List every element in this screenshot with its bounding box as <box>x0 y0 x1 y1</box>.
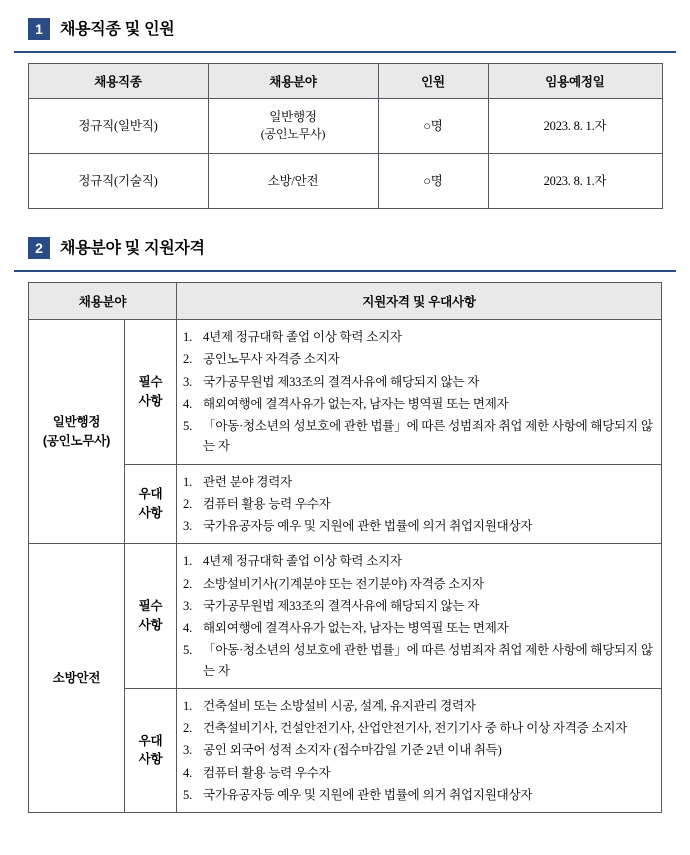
list-item-number: 2. <box>183 352 192 367</box>
requirement-list <box>183 326 655 458</box>
list-item <box>183 695 655 717</box>
cell-field-main: 소방/안전 <box>267 173 319 188</box>
cell-job: 정규직(기술직) <box>28 154 208 209</box>
section-2-header <box>28 235 676 260</box>
cell-requirements-2 <box>177 544 662 689</box>
list-item-number: 5. <box>183 419 192 433</box>
requirement-list <box>183 550 655 682</box>
list-item-text: 국가공무원법 제33조의 결격사유에 해당되지 않는 자 <box>203 598 480 613</box>
list-item-number: 3. <box>183 374 192 389</box>
table-row <box>29 544 662 689</box>
list-item-text: 국가유공자등 예우 및 지원에 관한 법률에 의거 취업지원대상자 <box>203 787 533 802</box>
list-item-text: 「아동·청소년의 성보호에 관한 법률」에 따른 성범죄자 취업 제한 사항에 해당되지 않는 자 <box>203 419 653 454</box>
cell-requirements-1 <box>177 320 662 465</box>
table-row <box>28 154 662 209</box>
qualifications-table <box>28 282 662 813</box>
list-item-text: 「아동·청소년의 성보호에 관한 법률」에 따른 성범죄자 취업 제한 사항에 해당되지 않는 자 <box>203 643 653 678</box>
cell-preferred-1 <box>177 464 662 544</box>
table-row <box>29 320 662 465</box>
cell-kind-preferred-1 <box>125 464 177 544</box>
kind-label-line1: 필수 <box>138 599 163 614</box>
cell-kind-preferred-2 <box>125 688 177 812</box>
list-item-text: 국가공무원법 제33조의 결격사유에 해당되지 않는 자 <box>203 374 480 389</box>
col-header-qualifications: 지원자격 및 우대사항 <box>177 283 662 320</box>
field-label-line1: 소방안전 <box>52 670 101 685</box>
list-item <box>183 348 655 370</box>
section-1-header <box>28 16 676 41</box>
kind-label-line2: 사항 <box>138 618 163 632</box>
section-1-title: 채용직종 및 인원 <box>60 21 175 38</box>
list-item <box>183 595 655 617</box>
field-label-line2: (공인노무사) <box>42 433 111 448</box>
section-2-rule <box>14 270 676 272</box>
list-item-number: 1. <box>183 330 192 344</box>
preferred-list <box>183 471 655 538</box>
list-item-text: 4년제 정규대학 졸업 이상 학력 소지자 <box>203 330 402 344</box>
list-item-number: 4. <box>183 396 192 411</box>
recruitment-positions-table <box>28 63 663 209</box>
section-1-number: 1 <box>28 18 50 40</box>
col-header-field: 채용분야 <box>208 64 378 99</box>
list-item-number: 5. <box>183 643 192 658</box>
cell-field-sub: (공인노무사) <box>260 127 326 142</box>
kind-label-line1: 우대 <box>138 733 163 748</box>
list-item <box>183 393 655 415</box>
cell-field <box>208 154 378 209</box>
list-item-text: 소방설비기사(기계분야 또는 전기분야) 자격증 소지자 <box>203 576 484 591</box>
list-item-number: 2. <box>183 576 192 591</box>
list-item-number: 1. <box>183 474 192 489</box>
col-header-date: 임용예정일 <box>488 64 662 99</box>
cell-preferred-2 <box>177 688 662 812</box>
list-item-text: 공인노무사 자격증 소지자 <box>203 352 340 367</box>
col-header-job: 채용직종 <box>28 64 208 99</box>
cell-job: 정규직(일반직) <box>28 99 208 154</box>
list-item <box>183 617 655 639</box>
list-item <box>183 471 655 493</box>
list-item <box>183 739 655 761</box>
list-item-number: 3. <box>183 519 192 533</box>
cell-kind-required-2 <box>125 544 177 689</box>
list-item-number: 1. <box>183 698 192 713</box>
section-1-rule <box>14 51 676 53</box>
kind-label-line2: 사항 <box>138 393 163 408</box>
list-item-text: 4년제 정규대학 졸업 이상 학력 소지자 <box>203 554 402 569</box>
list-item-text: 건축설비 또는 소방설비 시공, 설계, 유지관리 경력자 <box>203 698 476 713</box>
list-item-text: 해외여행에 결격사유가 없는자, 남자는 병역필 또는 면제자 <box>203 396 509 411</box>
cell-kind-required-1 <box>125 320 177 465</box>
kind-label-line1: 필수 <box>138 375 163 389</box>
list-item-text: 관련 분야 경력자 <box>203 474 292 489</box>
list-item-number: 3. <box>183 598 192 613</box>
list-item-number: 3. <box>183 743 192 758</box>
table-header-row <box>29 283 662 320</box>
list-item <box>183 762 655 784</box>
preferred-list <box>183 695 655 806</box>
list-item <box>183 326 655 348</box>
list-item-number: 4. <box>183 765 192 780</box>
cell-count: ○명 <box>378 154 488 209</box>
list-item <box>183 717 655 739</box>
list-item-text: 컴퓨터 활용 능력 우수자 <box>203 496 331 511</box>
section-2-title: 채용분야 및 지원자격 <box>60 240 205 257</box>
cell-field <box>208 99 378 154</box>
list-item-number: 2. <box>183 721 192 735</box>
table-header-row <box>28 64 662 99</box>
list-item-text: 공인 외국어 성적 소지자 (접수마감일 기준 2년 이내 취득) <box>203 743 502 758</box>
kind-label-line2: 사항 <box>138 505 163 520</box>
cell-field-group-2 <box>29 544 125 813</box>
list-item-number: 5. <box>183 787 192 802</box>
list-item <box>183 573 655 595</box>
list-item-number: 4. <box>183 621 192 635</box>
list-item <box>183 639 655 682</box>
table-row <box>28 99 662 154</box>
list-item-text: 컴퓨터 활용 능력 우수자 <box>203 765 331 780</box>
col-header-field: 채용분야 <box>29 283 177 320</box>
list-item <box>183 515 655 537</box>
list-item <box>183 550 655 572</box>
list-item-number: 2. <box>183 496 192 511</box>
cell-count: ○명 <box>378 99 488 154</box>
field-label-line1: 일반행정 <box>52 414 101 429</box>
col-header-count: 인원 <box>378 64 488 99</box>
kind-label-line2: 사항 <box>138 752 163 767</box>
cell-field-group-1 <box>29 320 125 544</box>
list-item <box>183 371 655 393</box>
list-item-text: 국가유공자등 예우 및 지원에 관한 법률에 의거 취업지원대상자 <box>203 519 533 533</box>
cell-date: 2023. 8. 1.자 <box>488 99 662 154</box>
cell-date: 2023. 8. 1.자 <box>488 154 662 209</box>
cell-field-main: 일반행정 <box>269 110 317 125</box>
kind-label-line1: 우대 <box>138 487 163 502</box>
list-item-number: 1. <box>183 554 192 569</box>
list-item-text: 건축설비기사, 건설안전기사, 산업안전기사, 전기기사 중 하나 이상 자격증 소지자 <box>203 721 628 735</box>
list-item <box>183 784 655 806</box>
section-2-number: 2 <box>28 237 50 259</box>
list-item <box>183 493 655 515</box>
list-item <box>183 415 655 458</box>
list-item-text: 해외여행에 결격사유가 없는자, 남자는 병역필 또는 면제자 <box>203 621 509 635</box>
